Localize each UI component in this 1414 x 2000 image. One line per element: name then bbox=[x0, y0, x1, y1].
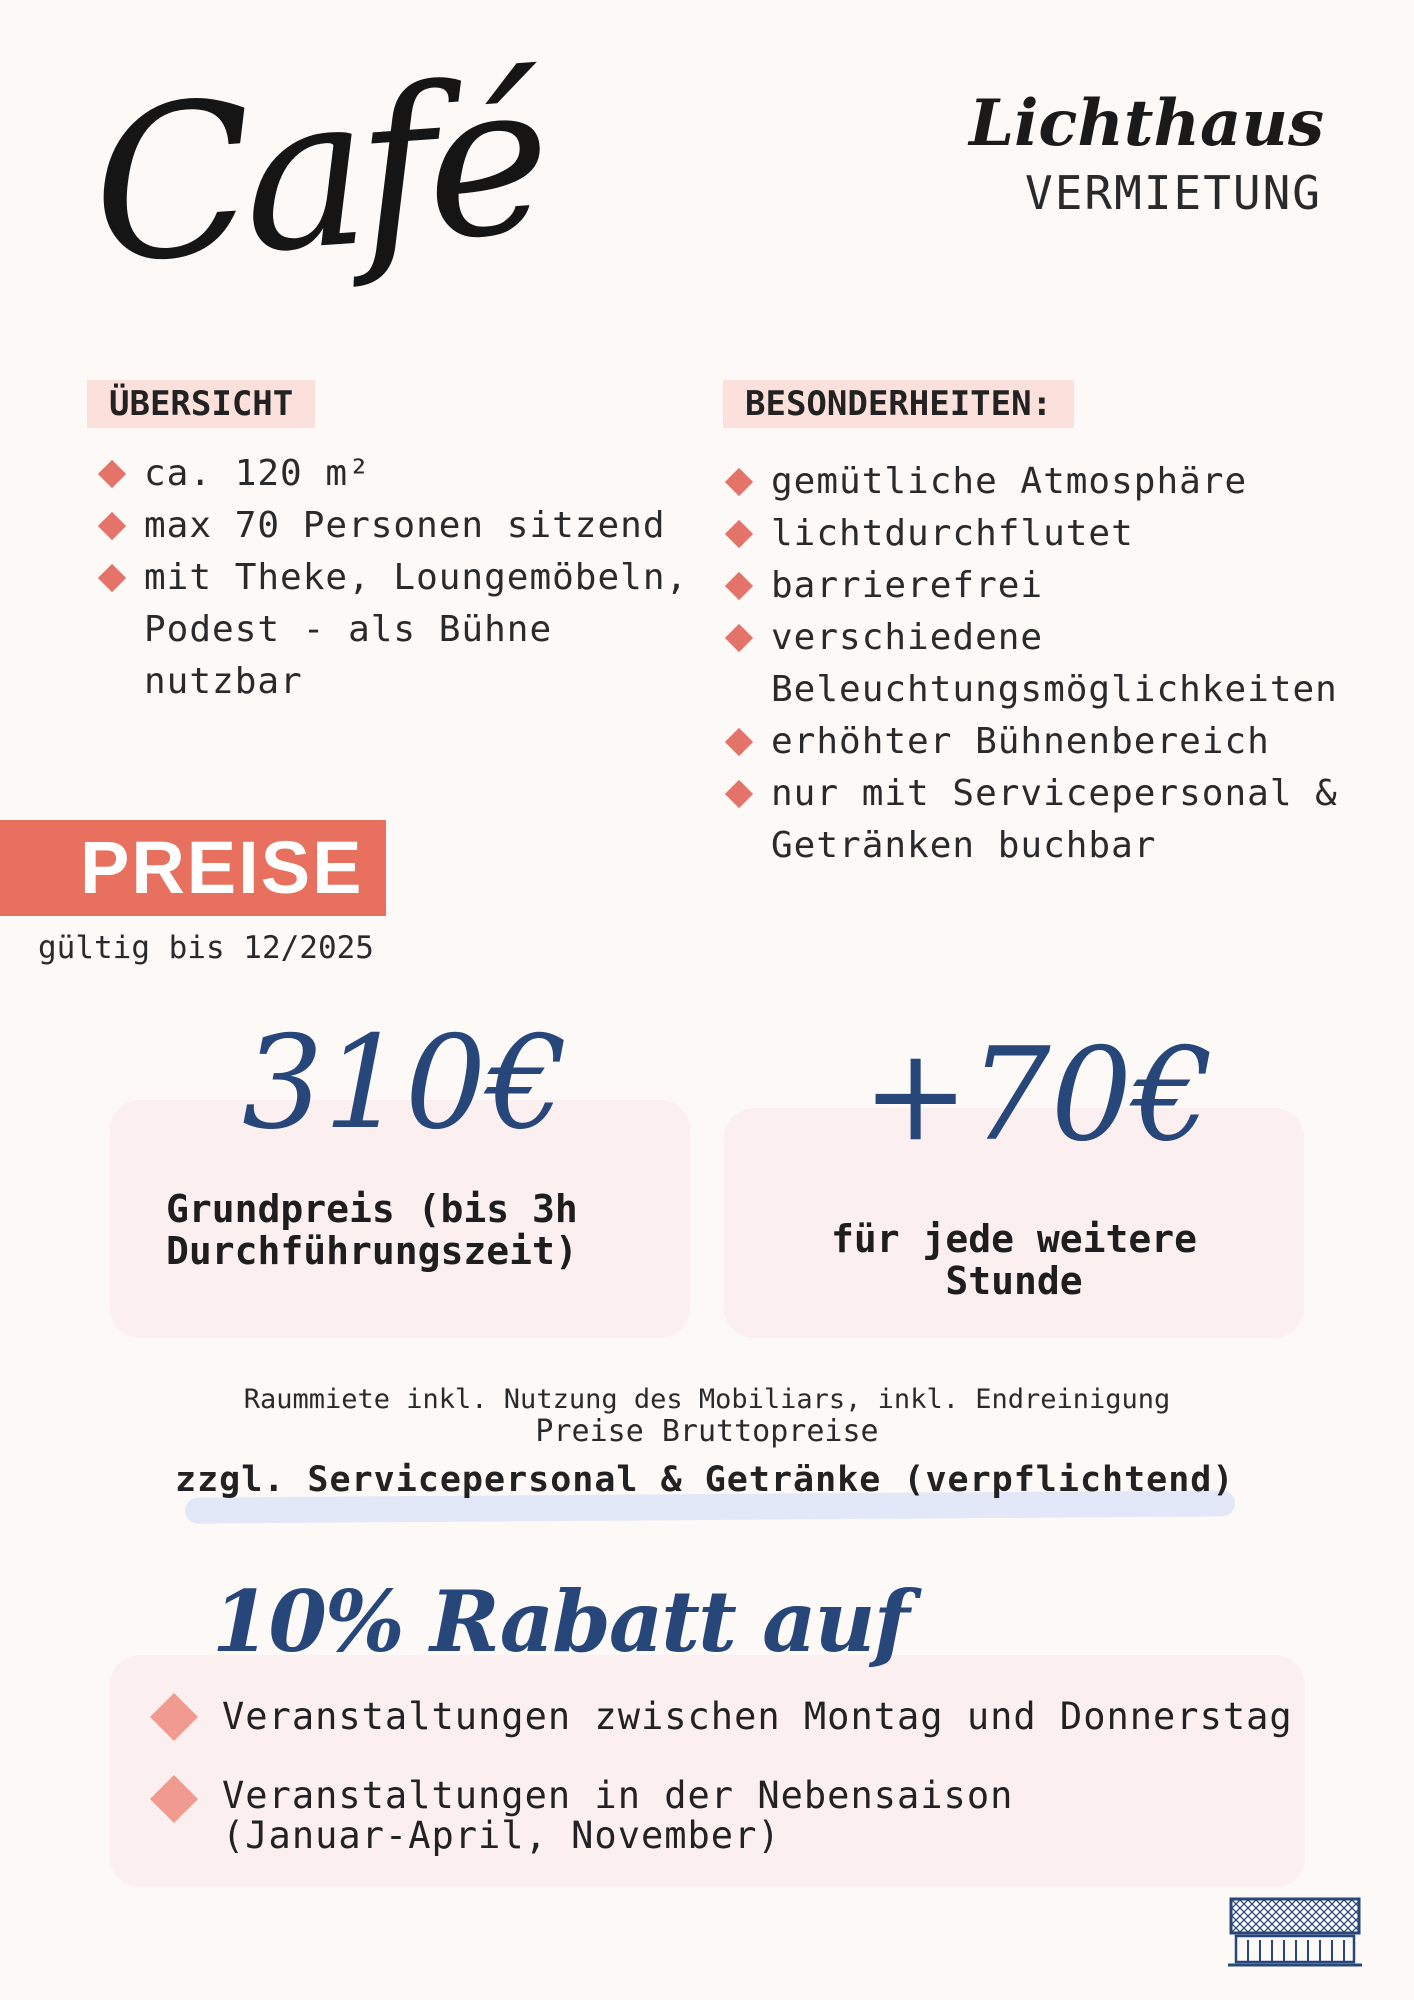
diamond-bullet-icon bbox=[725, 624, 753, 652]
diamond-bullet-icon bbox=[725, 468, 753, 496]
list-item: gemütliche Atmosphäre bbox=[725, 456, 1385, 508]
overview-label: ÜBERSICHT bbox=[87, 380, 315, 428]
list-item: erhöhter Bühnenbereich bbox=[725, 716, 1385, 768]
diamond-bullet-icon bbox=[98, 512, 126, 540]
extra-hour-price: +70€ bbox=[862, 1021, 1214, 1170]
list-item: max 70 Personen sitzend bbox=[98, 500, 698, 552]
diamond-bullet-icon bbox=[98, 460, 126, 488]
gross-price-note: Preise Bruttopreise bbox=[535, 1414, 879, 1449]
list-item: mit Theke, Loungemöbeln, bbox=[98, 552, 698, 604]
overview-list bbox=[98, 448, 698, 708]
brand-logo-subtitle: VERMIETUNG bbox=[1025, 166, 1322, 220]
list-item-continuation: Getränken buchbar bbox=[771, 825, 1157, 866]
list-item-continuation: Podest - als Bühne bbox=[144, 609, 553, 650]
brand-logo-script: Lichthaus bbox=[969, 86, 1324, 161]
features-label: BESONDERHEITEN: bbox=[723, 380, 1074, 428]
discount-item-offseason: Veranstaltungen in der Nebensaison (Januar-April, November) bbox=[222, 1774, 1014, 1857]
list-item: lichtdurchflutet bbox=[725, 508, 1385, 560]
rent-inclusions-note: Raummiete inkl. Nutzung des Mobiliars, inkl. Endreinigung bbox=[243, 1384, 1171, 1415]
extra-hour-description: für jede weitere Stunde bbox=[830, 1217, 1198, 1303]
surcharge-note: zzgl. Servicepersonal & Getränke (verpflichtend) bbox=[175, 1460, 1235, 1500]
diamond-bullet-icon bbox=[98, 564, 126, 592]
diamond-bullet-icon bbox=[725, 780, 753, 808]
building-icon bbox=[1228, 1896, 1362, 1968]
diamond-bullet-icon bbox=[725, 520, 753, 548]
cafe-title: Café bbox=[84, 35, 549, 311]
pricing-banner: PREISE bbox=[0, 820, 386, 916]
discount-title: 10% Rabatt auf bbox=[212, 1572, 908, 1671]
list-item-continuation: Beleuchtungsmöglichkeiten bbox=[771, 669, 1338, 710]
list-item: nur mit Servicepersonal & bbox=[725, 768, 1385, 820]
base-price: 310€ bbox=[242, 1009, 568, 1158]
list-item: ca. 120 m² bbox=[98, 448, 698, 500]
diamond-bullet-icon bbox=[725, 728, 753, 756]
diamond-bullet-icon bbox=[725, 572, 753, 600]
base-price-description: Grundpreis (bis 3h Durchführungszeit) bbox=[166, 1187, 578, 1273]
valid-until-note: gültig bis 12/2025 bbox=[38, 930, 374, 966]
features-list bbox=[725, 456, 1385, 872]
list-item: barrierefrei bbox=[725, 560, 1385, 612]
discount-item-weekdays: Veranstaltungen zwischen Montag und Donnerstag bbox=[222, 1695, 1293, 1738]
list-item-continuation: nutzbar bbox=[144, 661, 303, 702]
list-item: verschiedene bbox=[725, 612, 1385, 664]
